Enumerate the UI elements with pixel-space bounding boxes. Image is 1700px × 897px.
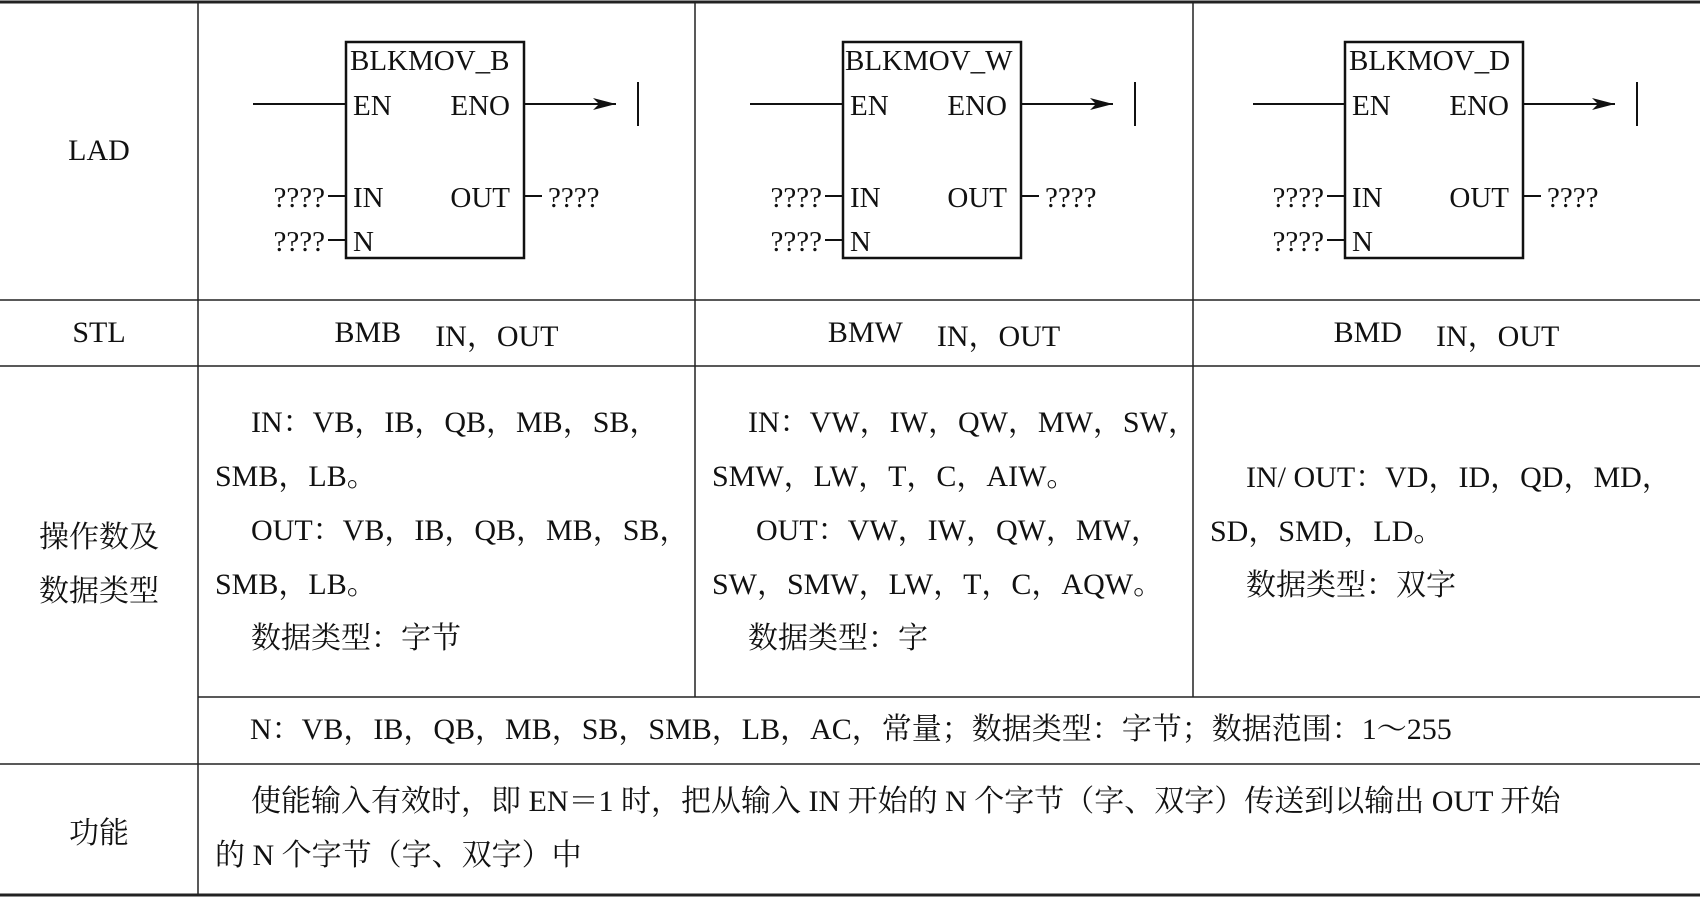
eno-pin: ENO [450,90,510,122]
eno-pin: ENO [1449,90,1509,122]
in-operand: ???? [273,182,325,214]
stl-args: IN，OUT [936,320,1061,353]
stl-dword [1193,300,1700,366]
n-operand: ???? [273,226,325,258]
in-pin: IN [850,182,881,214]
row-label-stl: STL [72,316,126,349]
operand-line: 数据类型：字节 [251,622,461,655]
row-label-function: 功能 [69,816,129,850]
operands-word [712,396,1198,666]
operand-line: SW，SMW，LW，T，C，AQW。 [712,568,1164,601]
en-pin: EN [353,90,392,122]
in-pin: IN [1352,182,1383,214]
operand-line: SMW，LW，T，C，AIW。 [712,460,1077,493]
operand-line: OUT：VW，IW，QW，MW， [756,514,1161,547]
operand-line: 数据类型：双字 [1246,569,1456,602]
operand-line: OUT：VB，IB，QB，MB，SB， [251,514,690,547]
in-operand: ???? [770,182,822,214]
block-name: BLKMOV_B [350,45,510,77]
in-pin: IN [353,182,384,214]
row-label-operands-line1: 操作数及 [39,521,159,554]
operand-line: SD，SMD，LD。 [1210,515,1444,548]
eno-pin: ENO [947,90,1007,122]
operand-line: IN：VW，IW，QW，MW，SW， [748,406,1198,439]
en-pin: EN [850,90,889,122]
function-line: 使能输入有效时，即 EN＝1 时，把从输入 IN 开始的 N 个字节（字、双字）传送到以输出 OUT 开始 [251,785,1561,818]
n-operand-row: N：VB，IB，QB，MB，SB，SMB，LB，AC，常量；数据类型：字节；数据范围：1～255 [250,713,1452,746]
out-pin: OUT [947,182,1007,214]
stl-word [695,300,1193,366]
out-operand: ???? [548,182,600,214]
operand-line: IN：VB，IB，QB，MB，SB， [251,406,660,439]
out-pin: OUT [1449,182,1509,214]
operands-byte [215,396,689,666]
row-label-operands [0,366,198,764]
block-name: BLKMOV_W [845,45,1013,77]
en-pin: EN [1352,90,1391,122]
stl-args: IN，OUT [1436,320,1560,353]
function-line: 的 N 个字节（字、双字）中 [215,839,582,872]
out-operand: ???? [1045,182,1097,214]
stl-op: BMW [827,316,903,349]
operand-line: SMB，LB。 [215,460,377,493]
stl-args: IN，OUT [435,320,559,353]
n-operand: ???? [1272,226,1324,258]
operand-line: 数据类型：字 [748,622,928,655]
n-pin: N [850,226,871,258]
ladder-block-byte [198,2,695,300]
n-operand: ???? [770,226,822,258]
stl-op: BMB [334,316,402,349]
n-pin: N [353,226,374,258]
ladder-block-dword [1193,2,1700,300]
out-operand: ???? [1547,182,1599,214]
out-pin: OUT [450,182,510,214]
stl-op: BMD [1333,316,1403,349]
operand-line: SMB，LB。 [215,568,377,601]
in-operand: ???? [1272,182,1324,214]
operand-line: IN/ OUT：VD，ID，QD，MD， [1246,461,1672,494]
row-label-operands-line2: 数据类型 [39,575,159,608]
operands-dword [1210,451,1672,613]
row-label-lad: LAD [68,134,130,167]
ladder-block-word [695,2,1193,300]
function-description [215,775,1560,883]
block-name: BLKMOV_D [1349,45,1511,77]
n-pin: N [1352,226,1373,258]
stl-byte [198,300,695,366]
